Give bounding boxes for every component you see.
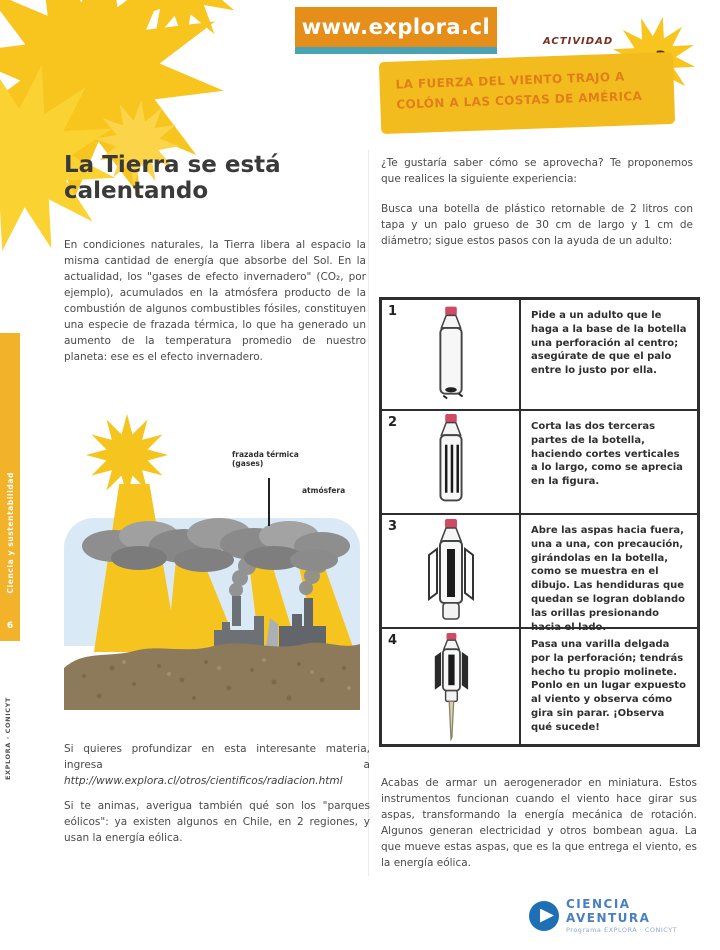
series-label: Ciencia y sustentabilidad [5, 471, 15, 593]
explora-site-banner[interactable] [295, 7, 497, 47]
steps-table [379, 297, 700, 747]
left-closing-paragraph: Si te animas, averigua también qué son los "parques eólicos": ya existen algunos en Chile, en 2 regiones, y usan la energía eólica. [64, 800, 370, 844]
label-leader-line [268, 478, 270, 526]
series-sidebar [0, 333, 20, 641]
activity-label: ACTIVIDAD [543, 36, 614, 47]
table-row [382, 515, 697, 633]
page-title: La Tierra se está calentando [64, 152, 281, 205]
step-number: 2 [388, 415, 398, 430]
sun-star-cluster [0, 0, 285, 255]
table-row [382, 300, 697, 411]
experiment-invitation: ¿Te gustaría saber cómo se aprovecha? Te proponemos que realices la siguiente experiencia: [381, 157, 693, 185]
step-4-image-cell [382, 629, 521, 744]
step-3-image-cell [382, 515, 521, 627]
table-row [382, 411, 697, 515]
step-2-text: Corta las dos terceras partes de la botella, haciendo cortes verticales a lo largo, como se aprecia en la figura. [531, 421, 683, 488]
logo-circle-icon [529, 901, 559, 931]
more-info-text: Si quieres profundizar en esta interesante materia, ingresa a [64, 743, 370, 771]
bottle-step-3-illustration [419, 519, 483, 623]
step-number: 4 [388, 633, 398, 648]
bottle-step-2-illustration [422, 414, 480, 510]
play-arrow-icon [540, 909, 554, 923]
logo-subtitle: Programa EXPLORA · CONICYT [566, 926, 678, 934]
step-2-image-cell [382, 411, 521, 513]
bottle-on-stick-step-4-illustration [421, 633, 481, 741]
activity-title-line1: LA FUERZA DEL VIENTO TRAJO A [395, 69, 625, 92]
step-number: 1 [388, 304, 398, 319]
figure-label-blanket: frazada térmica (gases) [232, 450, 299, 469]
explora-footer-logo[interactable] [529, 897, 720, 934]
step-3-text: Abre las aspas hacia fuera, una a una, con precaución, girándolas en la botella, como se muestra en el dibujo. Las hendiduras que quedan se logran doblando las orillas presionando hacia el lado. [531, 525, 686, 633]
bottle-step-1-illustration [422, 306, 480, 404]
step-1-image-cell [382, 300, 521, 409]
more-info-paragraph [64, 742, 370, 790]
sidebar-footnote: EXPLORA · CONICYT [4, 697, 12, 780]
intro-paragraph: En condiciones naturales, la Tierra libera al espacio la misma cantidad de energía que absorbe del Sol. En la actualidad, los "gases de efecto invernadero" (CO₂, por ejemplo), acumulados en la atmósfera producto de la combustión de algunos combustibles fósiles, constituyen una especie de frazada térmica, lo que ha generado un aumento de la temperatura promedio de nuestro planeta: ese es el efecto invernadero. [64, 239, 366, 363]
activity-title-line2: COLÓN A LAS COSTAS DE AMÉRICA [396, 89, 643, 112]
greenhouse-effect-illustration [64, 418, 360, 710]
materials-paragraph: Busca una botella de plástico retornable de 2 litros con tapa y un palo grueso de 30 cm de largo y 1 cm de diámetro; sigue estos pasos con la ayuda de un adulto: [381, 203, 693, 247]
step-1-text: Pide a un adulto que le haga a la base de la botella una perforación al centro; asegúrate de que el palo entre lo justo por ella. [531, 310, 687, 377]
page-number: 6 [6, 621, 14, 631]
step-4-text: Pasa una varilla delgada por la perforación; tendrás hecho tu propio molinete. Ponlo en un lugar expuesto al viento y observa cómo gira sin parar. ¡Observa qué sucede! [531, 639, 686, 733]
table-row [382, 629, 697, 744]
conclusion-paragraph: Acabas de armar un aerogenerador en miniatura. Estos instrumentos funcionan cuando el viento hace girar sus aspas, transformando la energía mecánica de rotación. Algunos generan electricidad y otros bombean agua. La que mueve estas aspas, que es la que entrega el viento, es la energía eólica. [381, 777, 697, 869]
step-number: 3 [388, 519, 398, 534]
teal-strip [295, 47, 497, 54]
site-url: www.explora.cl [301, 15, 491, 39]
more-info-link[interactable]: http://www.explora.cl/otros/cientificos/radiacion.html [64, 774, 343, 787]
clouds-factories-ground-drawing [64, 418, 360, 710]
logo-title: CIENCIA AVENTURA [566, 897, 651, 925]
activity-title-banner [379, 52, 675, 134]
figure-label-atmosphere: atmósfera [302, 486, 346, 495]
